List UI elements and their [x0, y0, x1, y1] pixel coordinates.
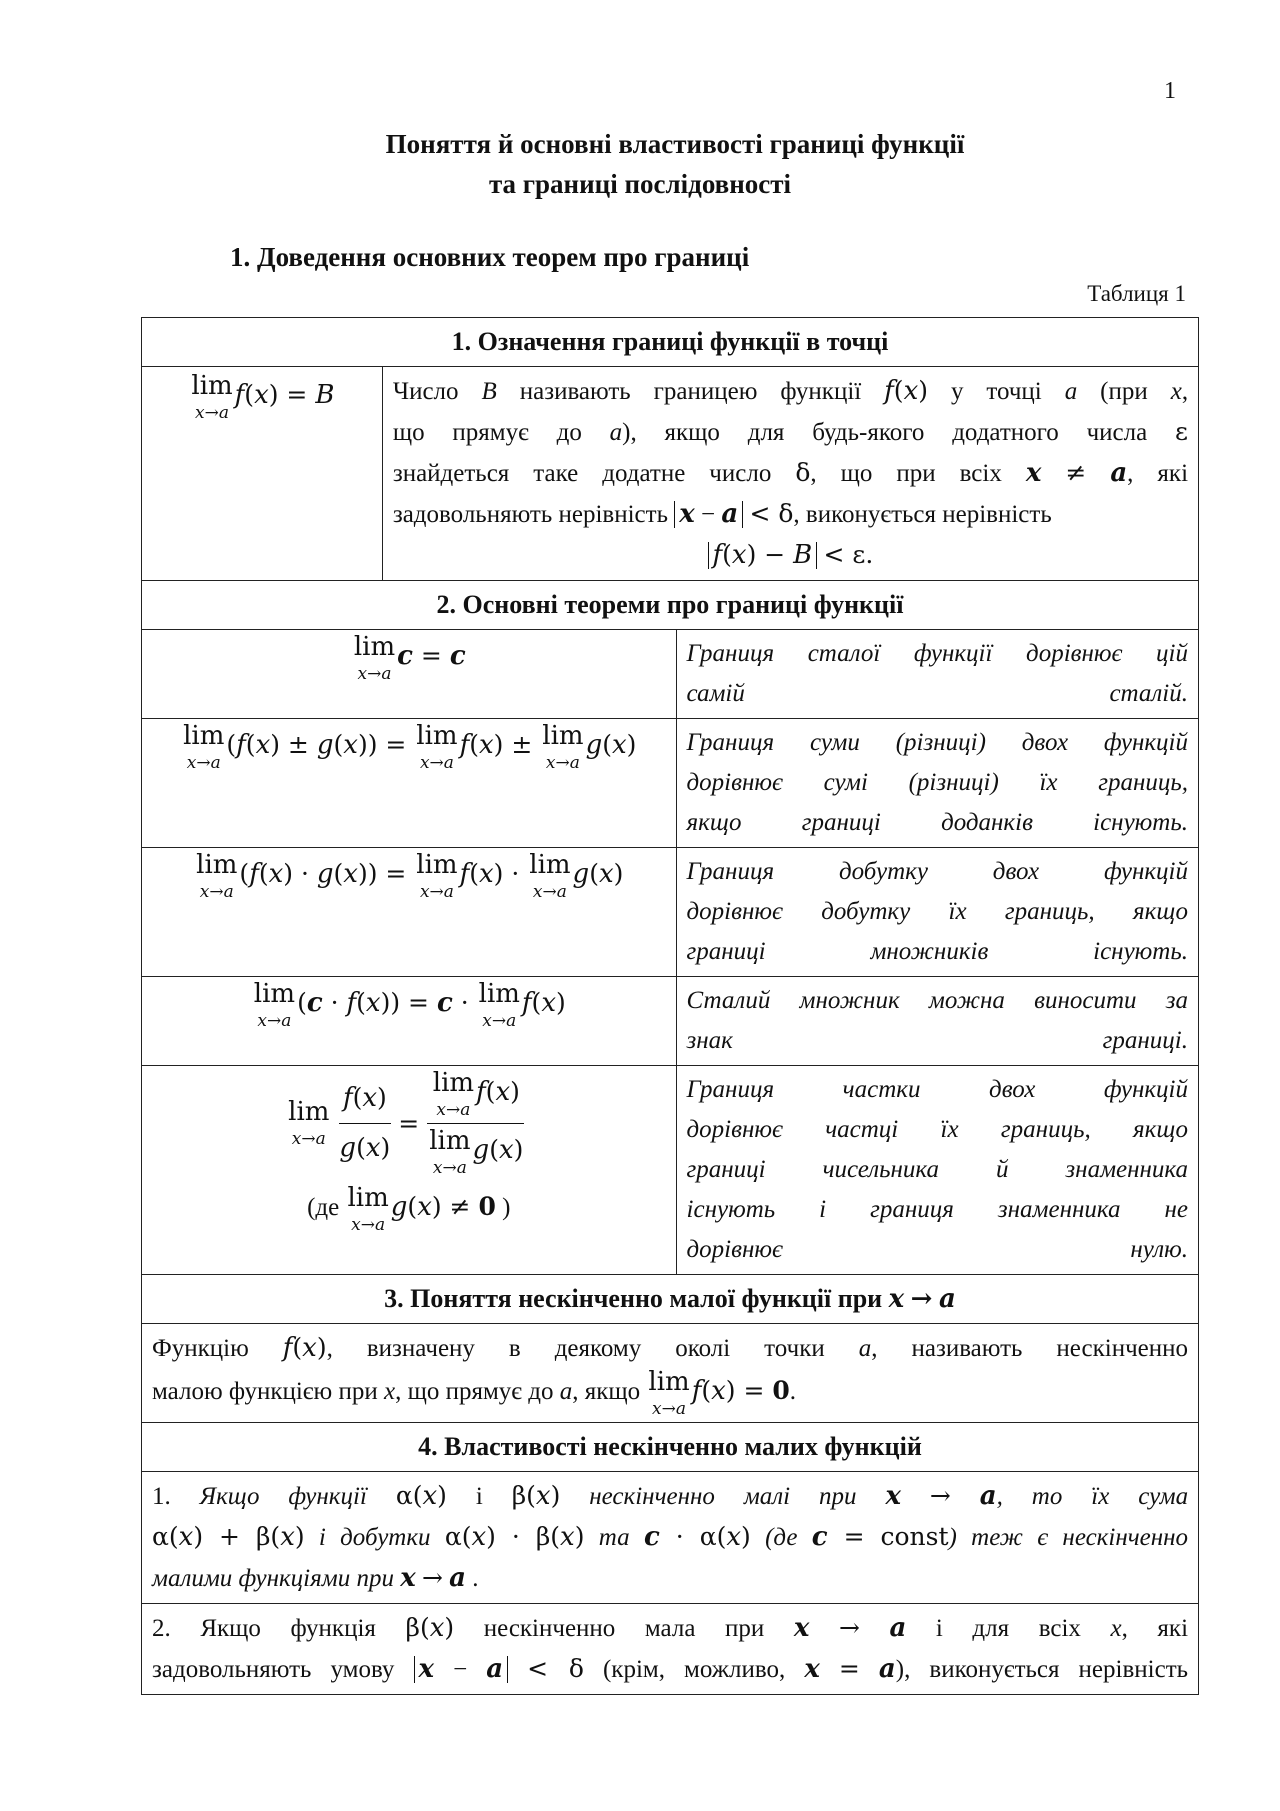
section-heading: 1. Доведення основних теорем про границі — [230, 242, 750, 272]
property-1-text: 1. Якщо функції α(x) і β(x) нескінченно малі при x → a, то їх сума α(x) + β(x) і добутки α(x) · β(x) та c · α(x) (де c = const) теж є нескінченно малими функціями при x → a . — [142, 1472, 1199, 1604]
property-row-2 — [142, 1604, 1199, 1695]
theorem-row-quotient — [142, 1066, 1199, 1275]
definition-text: Число B називають границею функції f(x) у точці a (при x, що прямує до a), якщо для будь-якого додатного числа ε знайдеться таке додатне число δ, що при всіх x ≠ a, які задовольняють нерівність x − a < δ, виконується нерівність f(x) − B < ε. — [382, 367, 1198, 581]
formula-const: lim x→a c = c — [142, 630, 677, 719]
theorem-row-sum — [142, 719, 1199, 848]
theorem-const-text: Границя сталої функції дорівнює цій самій сталій. — [676, 630, 1198, 719]
theorem-row-constant-factor — [142, 977, 1199, 1066]
infinitesimal-row — [142, 1324, 1199, 1423]
header-row-1 — [142, 318, 1199, 367]
theorem-product-text: Границя добутку двох функцій дорівнює добутку їх границь, якщо границі множників існують. — [676, 848, 1198, 977]
definition-row — [142, 367, 1199, 581]
formula-quotient: lim x→a $\frac{f(x)}{g(x)}$ = lim x→a f(x) lim x→a g(x) (де lim x→a g(x) ≠ 0 ) — [142, 1066, 677, 1275]
header-theorems: 2. Основні теореми про границі функції — [142, 581, 1199, 630]
header-row-4 — [142, 1423, 1199, 1472]
property-2-text: 2. Якщо функція β(x) нескінченно мала при x → a і для всіх x, які задовольняють умову x − a < δ (крім, можливо, x = a), виконується нерівність — [142, 1604, 1199, 1695]
title-line-1: Поняття й основні властивості границі функції — [385, 129, 965, 159]
page-title — [0, 124, 1280, 204]
title-line-2: та границі послідовності — [488, 169, 792, 199]
formula-product: lim x→a (f(x) · g(x)) = lim x→a f(x) · lim x→a g(x) — [142, 848, 677, 977]
theorem-constant-factor-text: Сталий множник можна виносити за знак границі. — [676, 977, 1198, 1066]
property-row-1 — [142, 1472, 1199, 1604]
definition-formula: lim x→a f(x) = B — [142, 367, 383, 581]
theorem-quotient-text: Границя частки двох функцій дорівнює частці їх границь, якщо границі чисельника й знаменника існують і границя знаменника не дорівнює нулю. — [676, 1066, 1198, 1275]
theorem-row-product — [142, 848, 1199, 977]
header-row-3 — [142, 1275, 1199, 1324]
formula-constant-factor: lim x→a (c · f(x)) = c · lim x→a f(x) — [142, 977, 677, 1066]
page-number: 1 — [1164, 78, 1176, 104]
theorem-row-const — [142, 630, 1199, 719]
formula-sum: lim x→a (f(x) ± g(x)) = lim x→a f(x) ± lim x→a g(x) — [142, 719, 677, 848]
quotient-condition: (де lim x→a g(x) ≠ 0 ) — [307, 1183, 511, 1235]
limits-table — [141, 317, 1199, 1695]
infinitesimal-definition: Функцію f(x), визначену в деякому околі точки a, називають нескінченно малою функцією при x, що прямує до a, якщо lim x→a f(x) = 0. — [142, 1324, 1199, 1423]
table-label: Таблиця 1 — [1087, 281, 1186, 306]
header-properties: 4. Властивості нескінченно малих функцій — [142, 1423, 1199, 1472]
header-infinitesimal: 3. Поняття нескінченно малої функції при x → a — [142, 1275, 1199, 1324]
theorem-sum-text: Границя суми (різниці) двох функцій дорівнює сумі (різниці) їх границь, якщо границі доданків існують. — [676, 719, 1198, 848]
header-row-2 — [142, 581, 1199, 630]
header-definition: 1. Означення границі функції в точці — [142, 318, 1199, 367]
